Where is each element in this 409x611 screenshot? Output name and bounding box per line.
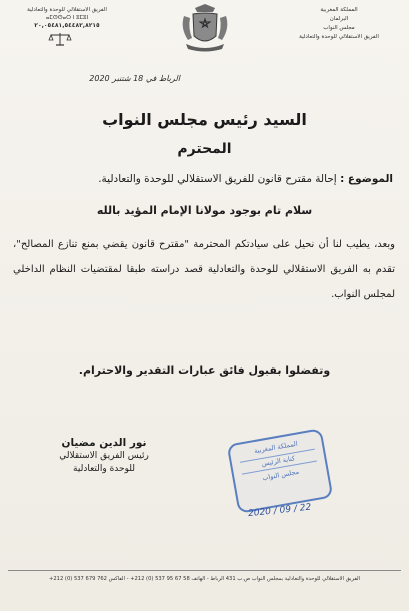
header-right-line1: المملكة المغربية [320,7,358,13]
subject-line [13,172,393,186]
header-left [8,6,126,30]
header-left-line2: ⴰⵎⵙⵙⴰⵔ ⵏ ⵓⵎⵓⵏ [45,15,89,21]
header-right-line2: البرلمان [329,16,349,22]
addressee: السيد رئيس مجلس النواب [102,110,307,129]
header-right-line3: مجلس النواب [323,25,355,31]
subject-text: إحالة مقترح قانون للفريق الاستقلالي للوحدة والتعادلية. [98,173,337,185]
header-left-line1: الفريق الاستقلالي للوحدة والتعادلية [27,7,107,13]
scales-of-justice-icon [48,32,72,46]
footer-divider [8,570,401,571]
header-right-line4: الفريق الاستقلالي للوحدة والتعادلية [299,34,379,40]
header-right [279,6,399,42]
honorific: المحترم [177,141,232,157]
stamp-line1: المملكة المغربية [253,439,299,456]
closing: وتفضلوا بقبول فائق عبارات التقدير والاحترام. [78,364,331,377]
header-left-phone: ٢٠,٠٥٤٨١,٥٤٤٨٢,٨٢١٥ [34,22,100,29]
stamp-date: 2020 / 09 / 22 [247,502,312,520]
subject-label: الموضوع : [340,173,393,185]
royal-crest-icon [178,2,232,54]
stamp-line2: كتابة الرئيس [240,449,317,475]
signatory-group: للوحدة والتعادلية [73,464,135,474]
letter-date: الرباط في 18 شتنبر 2020 [89,74,180,83]
stamp-line3: مجلس النواب [261,467,300,483]
signatory-name: نور الدين مضيان [61,437,147,449]
footer-address: الفريق الاستقلالي للوحدة والتعادلية بمجلس النواب ص.ب 431 الرباط - الهاتف 58 67 95 537 (0) 212+ - الفاكس 762 679 537 (0) 212+ [49,576,360,582]
signature-block [40,437,168,476]
letter-body: وبعد، يطيب لنا أن نحيل على سيادتكم المحترمة "مقترح قانون يقضي بمنع تنازع المصالح"، تقدم به الفريق الاستقلالي للوحدة والتعادلية قصد دراسته طبقا لمقتضيات النظام الداخلي لمجلس النواب. [13,239,395,300]
greeting: سلام تام بوجود مولانا الإمام المؤيد بالله [96,204,313,217]
signatory-title: رئيس الفريق الاستقلالي [59,451,149,461]
